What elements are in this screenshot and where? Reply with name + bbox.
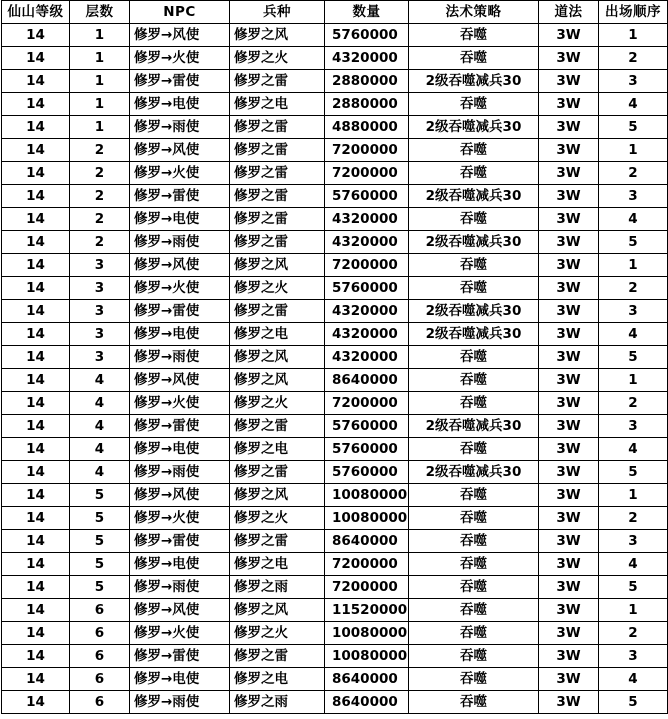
table-row xyxy=(2,553,668,576)
realm-level-cell: 14 xyxy=(2,47,70,70)
realm-level-cell: 14 xyxy=(2,553,70,576)
troop-type-cell: 修罗之雷 xyxy=(230,645,325,668)
quantity-cell: 4880000 xyxy=(325,116,409,139)
order-cell: 4 xyxy=(599,438,668,461)
spell-strategy-cell: 2级吞噬减兵30 xyxy=(409,461,539,484)
troop-type-cell: 修罗之风 xyxy=(230,254,325,277)
table-row xyxy=(2,116,668,139)
mana-cell: 3W xyxy=(539,185,599,208)
troop-type-cell: 修罗之电 xyxy=(230,438,325,461)
troop-type-cell: 修罗之电 xyxy=(230,93,325,116)
quantity-cell: 2880000 xyxy=(325,70,409,93)
spell-strategy-cell: 吞噬 xyxy=(409,254,539,277)
mana-cell: 3W xyxy=(539,622,599,645)
npc-cell: 修罗→雷使 xyxy=(130,645,230,668)
mana-cell: 3W xyxy=(539,576,599,599)
troop-type-cell: 修罗之雷 xyxy=(230,530,325,553)
quantity-cell: 10080000 xyxy=(325,507,409,530)
troop-type-cell: 修罗之火 xyxy=(230,47,325,70)
floor-cell: 5 xyxy=(70,530,130,553)
mana-cell: 3W xyxy=(539,438,599,461)
spell-strategy-cell: 吞噬 xyxy=(409,24,539,47)
realm-level-cell: 14 xyxy=(2,208,70,231)
quantity-cell: 4320000 xyxy=(325,346,409,369)
npc-cell: 修罗→火使 xyxy=(130,162,230,185)
mana-cell: 3W xyxy=(539,70,599,93)
table-row xyxy=(2,231,668,254)
troop-type-cell: 修罗之雷 xyxy=(230,70,325,93)
npc-cell: 修罗→雷使 xyxy=(130,530,230,553)
table-row xyxy=(2,93,668,116)
order-cell: 5 xyxy=(599,116,668,139)
spell-strategy-cell: 吞噬 xyxy=(409,691,539,714)
quantity-cell: 10080000 xyxy=(325,645,409,668)
floor-cell: 2 xyxy=(70,208,130,231)
realm-level-cell: 14 xyxy=(2,369,70,392)
realm-level-cell: 14 xyxy=(2,461,70,484)
realm-level-cell: 14 xyxy=(2,300,70,323)
npc-cell: 修罗→风使 xyxy=(130,139,230,162)
npc-cell: 修罗→雨使 xyxy=(130,346,230,369)
order-cell: 2 xyxy=(599,507,668,530)
npc-cell: 修罗→雨使 xyxy=(130,461,230,484)
mana-cell: 3W xyxy=(539,553,599,576)
header-appearance-order: 出场顺序 xyxy=(599,1,668,24)
npc-cell: 修罗→火使 xyxy=(130,392,230,415)
quantity-cell: 7200000 xyxy=(325,254,409,277)
troop-type-cell: 修罗之火 xyxy=(230,507,325,530)
realm-level-cell: 14 xyxy=(2,139,70,162)
floor-cell: 1 xyxy=(70,24,130,47)
troop-type-cell: 修罗之火 xyxy=(230,277,325,300)
troop-type-cell: 修罗之雷 xyxy=(230,208,325,231)
npc-cell: 修罗→雨使 xyxy=(130,231,230,254)
floor-cell: 3 xyxy=(70,346,130,369)
spell-strategy-cell: 吞噬 xyxy=(409,139,539,162)
order-cell: 4 xyxy=(599,93,668,116)
npc-cell: 修罗→雨使 xyxy=(130,691,230,714)
troop-type-cell: 修罗之雨 xyxy=(230,691,325,714)
table-body xyxy=(2,24,668,714)
troop-type-cell: 修罗之雷 xyxy=(230,162,325,185)
floor-cell: 3 xyxy=(70,277,130,300)
troop-type-cell: 修罗之雷 xyxy=(230,461,325,484)
quantity-cell: 11520000 xyxy=(325,599,409,622)
header-troop-type: 兵种 xyxy=(230,1,325,24)
spell-strategy-cell: 吞噬 xyxy=(409,392,539,415)
table-header xyxy=(2,1,668,24)
order-cell: 5 xyxy=(599,691,668,714)
spell-strategy-cell: 吞噬 xyxy=(409,645,539,668)
quantity-cell: 5760000 xyxy=(325,415,409,438)
floor-cell: 2 xyxy=(70,162,130,185)
spell-strategy-cell: 吞噬 xyxy=(409,438,539,461)
spell-strategy-cell: 2级吞噬减兵30 xyxy=(409,323,539,346)
mana-cell: 3W xyxy=(539,645,599,668)
quantity-cell: 10080000 xyxy=(325,622,409,645)
troop-type-cell: 修罗之风 xyxy=(230,599,325,622)
troop-type-cell: 修罗之电 xyxy=(230,323,325,346)
spell-strategy-cell: 2级吞噬减兵30 xyxy=(409,300,539,323)
troop-type-cell: 修罗之电 xyxy=(230,668,325,691)
table-row xyxy=(2,300,668,323)
spell-strategy-cell: 吞噬 xyxy=(409,530,539,553)
npc-cell: 修罗→风使 xyxy=(130,24,230,47)
mana-cell: 3W xyxy=(539,231,599,254)
realm-level-cell: 14 xyxy=(2,185,70,208)
floor-cell: 3 xyxy=(70,300,130,323)
header-mana: 道法 xyxy=(539,1,599,24)
quantity-cell: 7200000 xyxy=(325,392,409,415)
troop-type-cell: 修罗之雷 xyxy=(230,139,325,162)
table-row xyxy=(2,254,668,277)
floor-cell: 1 xyxy=(70,93,130,116)
table-row xyxy=(2,277,668,300)
spell-strategy-cell: 吞噬 xyxy=(409,277,539,300)
order-cell: 5 xyxy=(599,346,668,369)
order-cell: 1 xyxy=(599,599,668,622)
table-row xyxy=(2,392,668,415)
realm-level-cell: 14 xyxy=(2,231,70,254)
quantity-cell: 5760000 xyxy=(325,185,409,208)
mana-cell: 3W xyxy=(539,484,599,507)
order-cell: 4 xyxy=(599,323,668,346)
floor-cell: 5 xyxy=(70,576,130,599)
order-cell: 4 xyxy=(599,668,668,691)
floor-cell: 4 xyxy=(70,392,130,415)
npc-cell: 修罗→风使 xyxy=(130,369,230,392)
floor-cell: 3 xyxy=(70,254,130,277)
mana-cell: 3W xyxy=(539,277,599,300)
realm-level-cell: 14 xyxy=(2,484,70,507)
floor-cell: 5 xyxy=(70,484,130,507)
npc-cell: 修罗→雷使 xyxy=(130,70,230,93)
table-row xyxy=(2,162,668,185)
mana-cell: 3W xyxy=(539,208,599,231)
npc-cell: 修罗→火使 xyxy=(130,507,230,530)
table-row xyxy=(2,668,668,691)
quantity-cell: 4320000 xyxy=(325,47,409,70)
header-row xyxy=(2,1,668,24)
table-row xyxy=(2,507,668,530)
quantity-cell: 5760000 xyxy=(325,277,409,300)
troop-type-cell: 修罗之风 xyxy=(230,484,325,507)
realm-level-cell: 14 xyxy=(2,24,70,47)
quantity-cell: 8640000 xyxy=(325,530,409,553)
mana-cell: 3W xyxy=(539,254,599,277)
realm-level-cell: 14 xyxy=(2,622,70,645)
mana-cell: 3W xyxy=(539,116,599,139)
mana-cell: 3W xyxy=(539,691,599,714)
order-cell: 1 xyxy=(599,24,668,47)
realm-level-cell: 14 xyxy=(2,277,70,300)
realm-level-cell: 14 xyxy=(2,668,70,691)
order-cell: 1 xyxy=(599,139,668,162)
order-cell: 2 xyxy=(599,392,668,415)
floor-cell: 6 xyxy=(70,599,130,622)
order-cell: 3 xyxy=(599,185,668,208)
floor-cell: 6 xyxy=(70,691,130,714)
mana-cell: 3W xyxy=(539,139,599,162)
spell-strategy-cell: 吞噬 xyxy=(409,346,539,369)
header-floor: 层数 xyxy=(70,1,130,24)
order-cell: 5 xyxy=(599,576,668,599)
quantity-cell: 4320000 xyxy=(325,323,409,346)
realm-level-cell: 14 xyxy=(2,691,70,714)
floor-cell: 4 xyxy=(70,461,130,484)
quantity-cell: 7200000 xyxy=(325,139,409,162)
order-cell: 4 xyxy=(599,553,668,576)
order-cell: 3 xyxy=(599,70,668,93)
npc-cell: 修罗→火使 xyxy=(130,277,230,300)
floor-cell: 6 xyxy=(70,645,130,668)
floor-cell: 3 xyxy=(70,323,130,346)
spell-strategy-cell: 吞噬 xyxy=(409,208,539,231)
order-cell: 2 xyxy=(599,47,668,70)
mana-cell: 3W xyxy=(539,668,599,691)
troop-type-cell: 修罗之风 xyxy=(230,24,325,47)
mana-cell: 3W xyxy=(539,599,599,622)
realm-level-cell: 14 xyxy=(2,254,70,277)
mana-cell: 3W xyxy=(539,415,599,438)
table-row xyxy=(2,47,668,70)
order-cell: 3 xyxy=(599,415,668,438)
header-quantity: 数量 xyxy=(325,1,409,24)
floor-cell: 1 xyxy=(70,116,130,139)
npc-cell: 修罗→雷使 xyxy=(130,415,230,438)
table-row xyxy=(2,346,668,369)
npc-data-table xyxy=(1,0,668,714)
order-cell: 2 xyxy=(599,622,668,645)
floor-cell: 5 xyxy=(70,553,130,576)
realm-level-cell: 14 xyxy=(2,599,70,622)
spell-strategy-cell: 吞噬 xyxy=(409,47,539,70)
mana-cell: 3W xyxy=(539,300,599,323)
troop-type-cell: 修罗之雷 xyxy=(230,231,325,254)
table-row xyxy=(2,622,668,645)
table-row xyxy=(2,415,668,438)
table-row xyxy=(2,530,668,553)
quantity-cell: 5760000 xyxy=(325,461,409,484)
table-row xyxy=(2,369,668,392)
floor-cell: 4 xyxy=(70,415,130,438)
spell-strategy-cell: 吞噬 xyxy=(409,599,539,622)
npc-cell: 修罗→电使 xyxy=(130,323,230,346)
npc-cell: 修罗→风使 xyxy=(130,484,230,507)
spell-strategy-cell: 2级吞噬减兵30 xyxy=(409,415,539,438)
npc-cell: 修罗→雷使 xyxy=(130,185,230,208)
quantity-cell: 5760000 xyxy=(325,24,409,47)
npc-cell: 修罗→雨使 xyxy=(130,116,230,139)
order-cell: 1 xyxy=(599,254,668,277)
mana-cell: 3W xyxy=(539,24,599,47)
realm-level-cell: 14 xyxy=(2,415,70,438)
floor-cell: 1 xyxy=(70,47,130,70)
mana-cell: 3W xyxy=(539,507,599,530)
quantity-cell: 7200000 xyxy=(325,576,409,599)
header-npc: NPC xyxy=(130,1,230,24)
spell-strategy-cell: 2级吞噬减兵30 xyxy=(409,231,539,254)
npc-cell: 修罗→风使 xyxy=(130,254,230,277)
troop-type-cell: 修罗之雷 xyxy=(230,185,325,208)
npc-cell: 修罗→火使 xyxy=(130,622,230,645)
quantity-cell: 10080000 xyxy=(325,484,409,507)
order-cell: 1 xyxy=(599,484,668,507)
mana-cell: 3W xyxy=(539,392,599,415)
floor-cell: 5 xyxy=(70,507,130,530)
table-row xyxy=(2,599,668,622)
quantity-cell: 7200000 xyxy=(325,553,409,576)
table-row xyxy=(2,438,668,461)
realm-level-cell: 14 xyxy=(2,116,70,139)
table-row xyxy=(2,208,668,231)
spell-strategy-cell: 吞噬 xyxy=(409,507,539,530)
order-cell: 3 xyxy=(599,645,668,668)
troop-type-cell: 修罗之电 xyxy=(230,553,325,576)
npc-cell: 修罗→火使 xyxy=(130,47,230,70)
quantity-cell: 4320000 xyxy=(325,300,409,323)
npc-cell: 修罗→电使 xyxy=(130,438,230,461)
troop-type-cell: 修罗之风 xyxy=(230,346,325,369)
order-cell: 2 xyxy=(599,162,668,185)
mana-cell: 3W xyxy=(539,461,599,484)
npc-cell: 修罗→电使 xyxy=(130,208,230,231)
floor-cell: 4 xyxy=(70,369,130,392)
spell-strategy-cell: 吞噬 xyxy=(409,576,539,599)
quantity-cell: 4320000 xyxy=(325,208,409,231)
quantity-cell: 4320000 xyxy=(325,231,409,254)
spell-strategy-cell: 吞噬 xyxy=(409,162,539,185)
npc-cell: 修罗→电使 xyxy=(130,668,230,691)
troop-type-cell: 修罗之雷 xyxy=(230,415,325,438)
troop-type-cell: 修罗之风 xyxy=(230,369,325,392)
quantity-cell: 7200000 xyxy=(325,162,409,185)
table-row xyxy=(2,691,668,714)
header-realm-level: 仙山等级 xyxy=(2,1,70,24)
realm-level-cell: 14 xyxy=(2,438,70,461)
npc-cell: 修罗→电使 xyxy=(130,553,230,576)
troop-type-cell: 修罗之火 xyxy=(230,392,325,415)
header-spell-strategy: 法术策略 xyxy=(409,1,539,24)
mana-cell: 3W xyxy=(539,323,599,346)
realm-level-cell: 14 xyxy=(2,392,70,415)
realm-level-cell: 14 xyxy=(2,346,70,369)
order-cell: 5 xyxy=(599,461,668,484)
troop-type-cell: 修罗之火 xyxy=(230,622,325,645)
floor-cell: 2 xyxy=(70,231,130,254)
realm-level-cell: 14 xyxy=(2,530,70,553)
order-cell: 5 xyxy=(599,231,668,254)
troop-type-cell: 修罗之雷 xyxy=(230,300,325,323)
realm-level-cell: 14 xyxy=(2,507,70,530)
floor-cell: 2 xyxy=(70,185,130,208)
table-row xyxy=(2,461,668,484)
npc-cell: 修罗→电使 xyxy=(130,93,230,116)
mana-cell: 3W xyxy=(539,530,599,553)
mana-cell: 3W xyxy=(539,369,599,392)
mana-cell: 3W xyxy=(539,162,599,185)
spell-strategy-cell: 吞噬 xyxy=(409,93,539,116)
order-cell: 4 xyxy=(599,208,668,231)
floor-cell: 1 xyxy=(70,70,130,93)
mana-cell: 3W xyxy=(539,47,599,70)
realm-level-cell: 14 xyxy=(2,576,70,599)
spell-strategy-cell: 2级吞噬减兵30 xyxy=(409,70,539,93)
table-row xyxy=(2,139,668,162)
quantity-cell: 8640000 xyxy=(325,369,409,392)
troop-type-cell: 修罗之雷 xyxy=(230,116,325,139)
spell-strategy-cell: 吞噬 xyxy=(409,553,539,576)
spell-strategy-cell: 吞噬 xyxy=(409,484,539,507)
spell-strategy-cell: 吞噬 xyxy=(409,369,539,392)
floor-cell: 6 xyxy=(70,668,130,691)
table-row xyxy=(2,323,668,346)
quantity-cell: 5760000 xyxy=(325,438,409,461)
npc-cell: 修罗→风使 xyxy=(130,599,230,622)
realm-level-cell: 14 xyxy=(2,70,70,93)
floor-cell: 6 xyxy=(70,622,130,645)
table-row xyxy=(2,70,668,93)
order-cell: 3 xyxy=(599,530,668,553)
npc-cell: 修罗→雨使 xyxy=(130,576,230,599)
order-cell: 3 xyxy=(599,300,668,323)
spell-strategy-cell: 吞噬 xyxy=(409,622,539,645)
troop-type-cell: 修罗之雨 xyxy=(230,576,325,599)
quantity-cell: 8640000 xyxy=(325,668,409,691)
realm-level-cell: 14 xyxy=(2,93,70,116)
floor-cell: 4 xyxy=(70,438,130,461)
table-row xyxy=(2,576,668,599)
table-row xyxy=(2,645,668,668)
mana-cell: 3W xyxy=(539,346,599,369)
realm-level-cell: 14 xyxy=(2,645,70,668)
spell-strategy-cell: 吞噬 xyxy=(409,668,539,691)
realm-level-cell: 14 xyxy=(2,162,70,185)
table-row xyxy=(2,484,668,507)
spell-strategy-cell: 2级吞噬减兵30 xyxy=(409,116,539,139)
floor-cell: 2 xyxy=(70,139,130,162)
realm-level-cell: 14 xyxy=(2,323,70,346)
table-row xyxy=(2,24,668,47)
quantity-cell: 2880000 xyxy=(325,93,409,116)
table-row xyxy=(2,185,668,208)
npc-cell: 修罗→雷使 xyxy=(130,300,230,323)
quantity-cell: 8640000 xyxy=(325,691,409,714)
spell-strategy-cell: 2级吞噬减兵30 xyxy=(409,185,539,208)
mana-cell: 3W xyxy=(539,93,599,116)
order-cell: 1 xyxy=(599,369,668,392)
order-cell: 2 xyxy=(599,277,668,300)
